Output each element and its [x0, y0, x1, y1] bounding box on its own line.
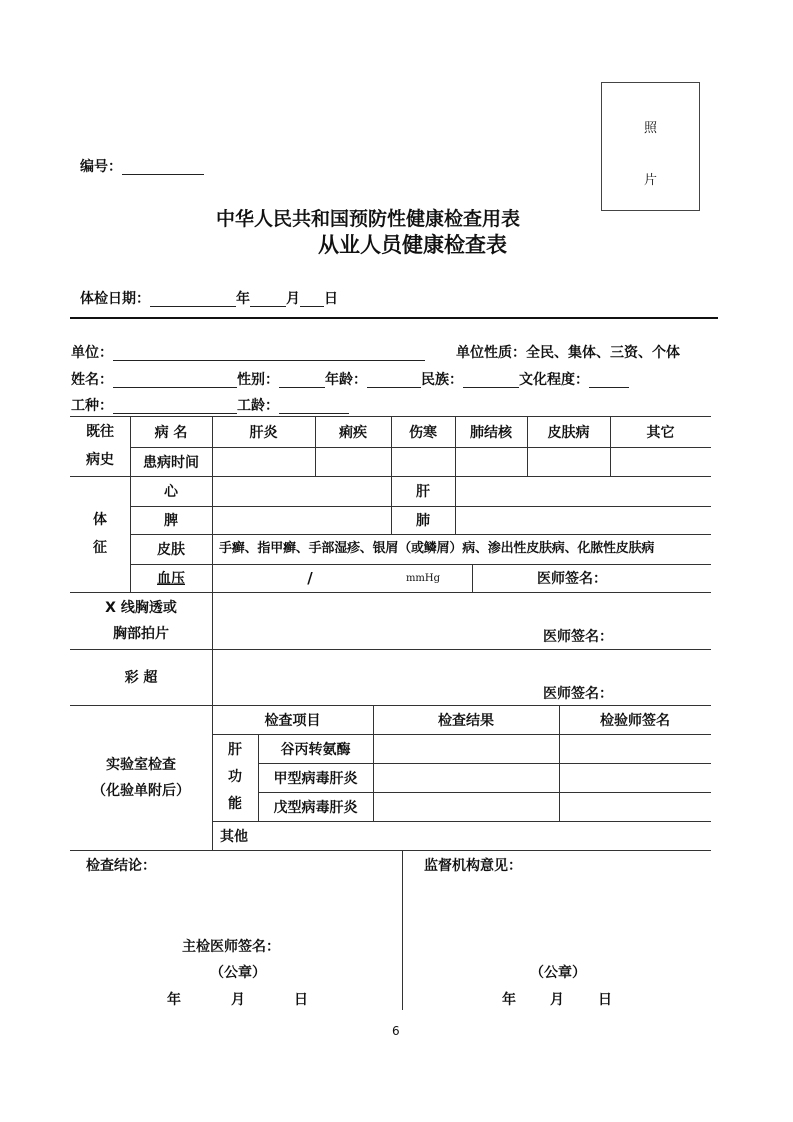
bp-diastolic-input[interactable] — [322, 566, 396, 590]
liver-result-cell[interactable] — [456, 477, 710, 505]
conclusion-month: 月 — [231, 992, 245, 1008]
exam-date-field — [80, 291, 338, 307]
supervision-seal: （公章） — [530, 965, 586, 981]
supervision-year: 年 — [502, 992, 516, 1008]
job-info-row — [71, 398, 349, 414]
disease-dysentery: 痢疾 — [339, 424, 367, 441]
lab-col-result: 检查结果 — [438, 712, 494, 729]
heart-label: 心 — [164, 484, 178, 500]
lab-item-alt: 谷丙转氨酶 — [280, 741, 351, 758]
job-blank[interactable] — [113, 399, 237, 414]
skin-conditions-list: 手癣、指甲癣、手部湿疹、银屑（或鳞屑）病、渗出性皮肤病、化脓性皮肤病 — [219, 541, 655, 556]
seniority-label: 工龄： — [237, 398, 279, 414]
supervision-text-area[interactable] — [418, 878, 708, 958]
name-blank[interactable] — [113, 373, 237, 388]
lab-result-hepatitis-e[interactable] — [374, 793, 558, 820]
unit-nature-label: 单位性质：全民、集体、三资、个体 — [456, 345, 680, 361]
grid-line — [472, 564, 473, 592]
gender-label: 性别： — [237, 372, 279, 388]
serial-number-label: 编号： — [80, 159, 122, 175]
spleen-label: 脾 — [164, 513, 178, 529]
ultrasound-doctor-sign: 医师签名： — [543, 686, 613, 702]
spleen-result-cell[interactable] — [213, 507, 390, 533]
lab-label-line2: （化验单附后） — [92, 782, 190, 799]
form-title-sub: 从业人员健康检查表 — [318, 233, 507, 257]
grid-line — [70, 850, 711, 851]
lung-result-cell[interactable] — [456, 507, 710, 533]
serial-number-field[interactable] — [80, 159, 204, 175]
page-number: 6 — [392, 1024, 400, 1038]
lab-other-label: 其他 — [220, 829, 248, 845]
job-label: 工种： — [71, 398, 113, 414]
exam-day-label: 日 — [324, 291, 338, 307]
xray-label-line1: X 线胸透或 — [105, 599, 177, 616]
exam-date-label: 体检日期： — [80, 291, 150, 307]
ultrasound-label: 彩 超 — [124, 670, 158, 686]
personal-info-row — [71, 372, 629, 388]
age-label: 年龄： — [325, 372, 367, 388]
conclusion-text-area[interactable] — [80, 878, 395, 930]
skin-label: 皮肤 — [157, 542, 185, 558]
education-blank[interactable] — [589, 373, 629, 388]
ethnicity-blank[interactable] — [463, 373, 519, 388]
photo-label-1: 照 — [643, 121, 657, 136]
unit-label: 单位： — [71, 345, 113, 361]
exam-month-blank[interactable] — [250, 292, 286, 307]
xray-result-cell[interactable] — [213, 593, 710, 648]
ethnicity-label: 民族： — [421, 372, 463, 388]
conclusion-label: 检查结论： — [86, 858, 156, 874]
serial-number-blank[interactable] — [122, 160, 204, 175]
history-label-line2: 病史 — [86, 452, 114, 468]
exam-day-blank[interactable] — [300, 292, 324, 307]
lab-item-hepatitis-e: 戊型病毒肝炎 — [273, 799, 358, 816]
bp-separator: / — [307, 569, 313, 587]
chief-doctor-sign: 主检医师签名： — [182, 939, 280, 955]
disease-skin: 皮肤病 — [547, 424, 590, 441]
heart-result-cell[interactable] — [213, 477, 390, 505]
exam-year-blank[interactable] — [150, 292, 236, 307]
education-label: 文化程度： — [519, 372, 589, 388]
onset-tuberculosis-cell[interactable] — [456, 448, 526, 475]
xray-label-line2: 胸部拍片 — [113, 625, 169, 642]
history-section-label — [70, 416, 130, 476]
disease-other: 其它 — [646, 424, 675, 441]
photo-box[interactable] — [601, 82, 700, 211]
supervision-label: 监督机构意见： — [424, 858, 522, 874]
header-divider — [70, 317, 718, 319]
gender-blank[interactable] — [279, 373, 325, 388]
photo-label-2: 片 — [643, 173, 657, 188]
physical-doctor-sign: 医师签名： — [537, 571, 607, 587]
xray-doctor-sign: 医师签名： — [543, 629, 613, 645]
lab-other-cell[interactable] — [255, 822, 710, 849]
onset-time-header: 患病时间 — [143, 454, 199, 471]
bp-unit: mmHg — [405, 572, 441, 584]
grid-line — [130, 534, 711, 535]
lab-item-hepatitis-a: 甲型病毒肝炎 — [273, 770, 358, 787]
unit-field — [71, 345, 425, 361]
liver-function-char-2: 功 — [228, 769, 242, 785]
lab-signer-hepatitis-a[interactable] — [560, 764, 710, 791]
lab-signer-alt[interactable] — [560, 735, 710, 762]
history-label-line1: 既往 — [86, 424, 114, 440]
disease-name-header: 病 名 — [154, 424, 188, 441]
onset-skin-cell[interactable] — [528, 448, 609, 475]
lab-label-line1: 实验室检查 — [106, 756, 176, 773]
liver-function-char-3: 能 — [228, 796, 242, 812]
lab-result-hepatitis-a[interactable] — [374, 764, 558, 791]
physical-label-line2: 征 — [93, 540, 107, 556]
exam-month-label: 月 — [286, 291, 300, 307]
ultrasound-result-cell[interactable] — [213, 650, 710, 704]
lab-col-item: 检查项目 — [264, 712, 321, 729]
physical-label-line1: 体 — [93, 512, 107, 528]
onset-typhoid-cell[interactable] — [392, 448, 454, 475]
lab-signer-hepatitis-e[interactable] — [560, 793, 710, 820]
liver-function-char-1: 肝 — [228, 742, 242, 758]
age-blank[interactable] — [367, 373, 421, 388]
disease-hepatitis: 肝炎 — [249, 424, 278, 441]
form-title-main: 中华人民共和国预防性健康检查用表 — [216, 208, 521, 230]
supervision-month: 月 — [550, 992, 564, 1008]
onset-other-cell[interactable] — [611, 448, 710, 475]
grid-line — [402, 850, 403, 1010]
conclusion-year: 年 — [167, 992, 181, 1008]
onset-dysentery-cell[interactable] — [316, 448, 390, 475]
lab-section-label — [70, 705, 212, 850]
name-label: 姓名： — [71, 372, 113, 388]
lab-col-signer: 检验师签名 — [600, 712, 670, 729]
bp-systolic-input[interactable] — [215, 566, 299, 590]
lung-label: 肺 — [416, 513, 430, 529]
unit-blank[interactable] — [113, 346, 425, 361]
liver-function-label — [212, 734, 258, 821]
conclusion-seal: （公章） — [210, 965, 266, 981]
lab-result-alt[interactable] — [374, 735, 558, 762]
blood-pressure-label: 血压 — [157, 571, 185, 587]
conclusion-day: 日 — [294, 992, 308, 1008]
physical-section-label — [70, 476, 130, 592]
liver-label: 肝 — [416, 484, 430, 500]
disease-typhoid: 伤寒 — [409, 424, 437, 441]
exam-year-label: 年 — [236, 291, 250, 307]
xray-label — [70, 592, 212, 649]
onset-hepatitis-cell[interactable] — [213, 448, 314, 475]
seniority-blank[interactable] — [279, 399, 349, 414]
supervision-day: 日 — [598, 992, 612, 1008]
disease-tuberculosis: 肺结核 — [470, 424, 512, 441]
